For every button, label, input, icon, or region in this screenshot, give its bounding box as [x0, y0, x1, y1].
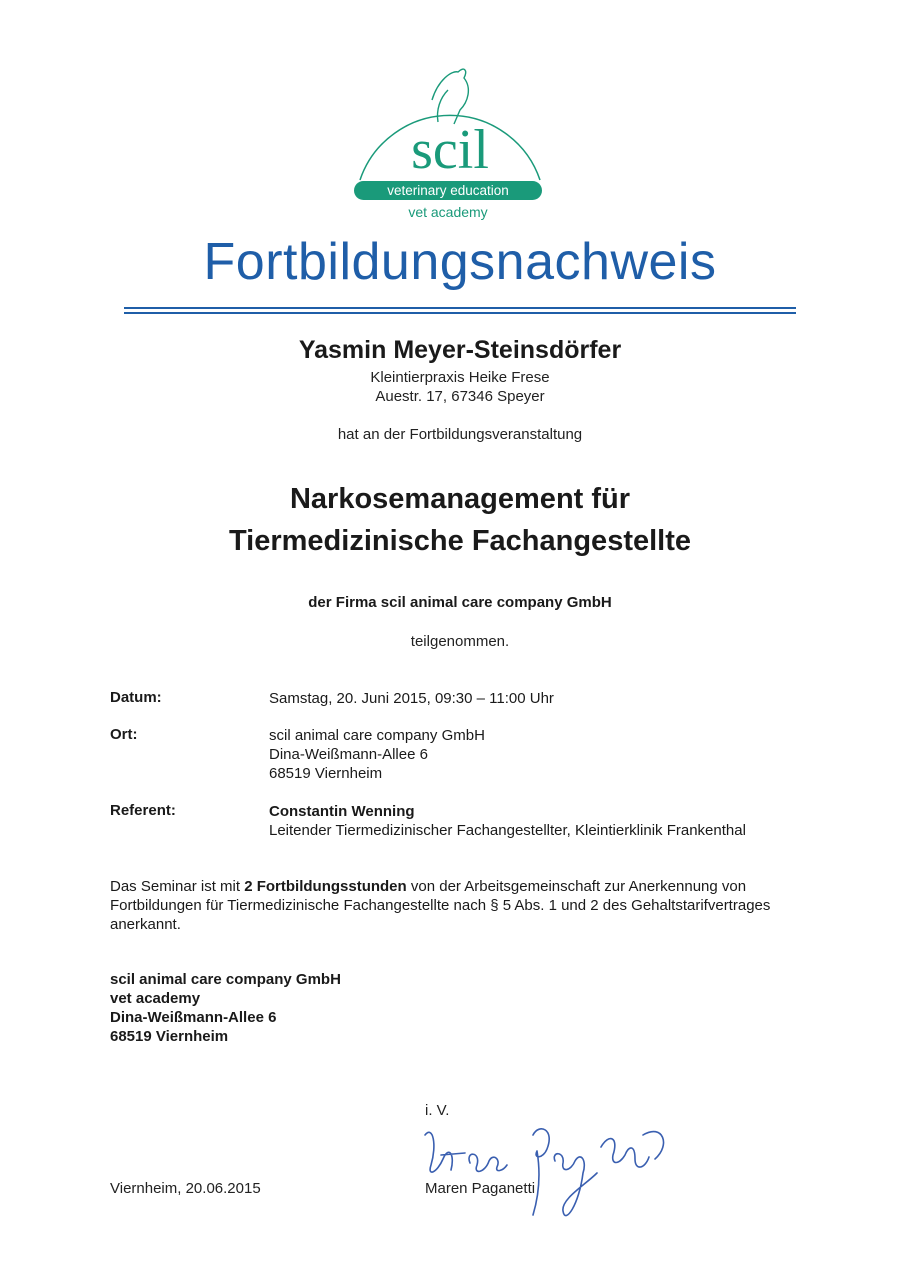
participant-name: Yasmin Meyer-Steinsdörfer	[298, 336, 622, 364]
logo-brand: scil	[411, 119, 489, 181]
para-post: von der Arbeitsgemeinschaft zur Anerkennung von Fortbildungen für Tiermedizinische Fachangestellte nach § 5 Abs. 1 und 2 des Gehaltstarifvertrages anerkannt.	[110, 878, 771, 933]
scil-logo	[340, 60, 560, 225]
signature	[415, 1115, 675, 1235]
place-label: Ort:	[110, 726, 138, 743]
para-hours: 2 Fortbildungsstunden	[244, 878, 407, 895]
place-line-2: Dina-Weißmann-Allee 6	[269, 746, 428, 763]
event-line-1: Narkosemanagement für	[289, 483, 631, 515]
logo-tagline: veterinary education	[387, 183, 509, 198]
place-value	[269, 726, 485, 783]
title-rule-1	[124, 307, 796, 309]
event-title	[0, 478, 900, 562]
speaker-value	[269, 802, 746, 840]
participant-practice: Kleintierpraxis Heike Frese	[370, 369, 550, 386]
issuer-line-2: vet academy	[110, 990, 201, 1007]
event-line-2: Tiermedizinische Fachangestellte	[228, 525, 692, 557]
speaker-label: Referent:	[110, 802, 176, 819]
place-line-3: 68519 Viernheim	[269, 765, 383, 782]
date-label: Datum:	[110, 689, 162, 706]
logo-sub: vet academy	[408, 204, 488, 220]
title-rule-2	[124, 312, 796, 314]
date-value: Samstag, 20. Juni 2015, 09:30 – 11:00 Uhr	[269, 690, 554, 707]
page-title: Fortbildungsnachweis	[203, 233, 717, 291]
accreditation-paragraph	[110, 877, 810, 934]
issuer-line-1: scil animal care company GmbH	[110, 971, 341, 988]
iv-text: i. V.	[425, 1102, 450, 1119]
issuer-line-3: Dina-Weißmann-Allee 6	[110, 1009, 277, 1026]
signer-name: Maren Paganetti	[425, 1180, 536, 1197]
para-pre: Das Seminar ist mit	[110, 878, 245, 895]
participant-address: Auestr. 17, 67346 Speyer	[375, 388, 545, 405]
participated-text: teilgenommen.	[410, 633, 510, 650]
issuer-address	[110, 970, 341, 1046]
speaker-name: Constantin Wenning	[269, 803, 415, 820]
speaker-role: Leitender Tiermedizinischer Fachangestellter, Kleintierklinik Frankenthal	[269, 822, 746, 839]
place-line-1: scil animal care company GmbH	[269, 727, 485, 744]
place-date: Viernheim, 20.06.2015	[110, 1180, 261, 1197]
company-line: der Firma scil animal care company GmbH	[308, 594, 612, 611]
intro-text: hat an der Fortbildungsveranstaltung	[337, 426, 583, 443]
issuer-line-4: 68519 Viernheim	[110, 1028, 229, 1045]
